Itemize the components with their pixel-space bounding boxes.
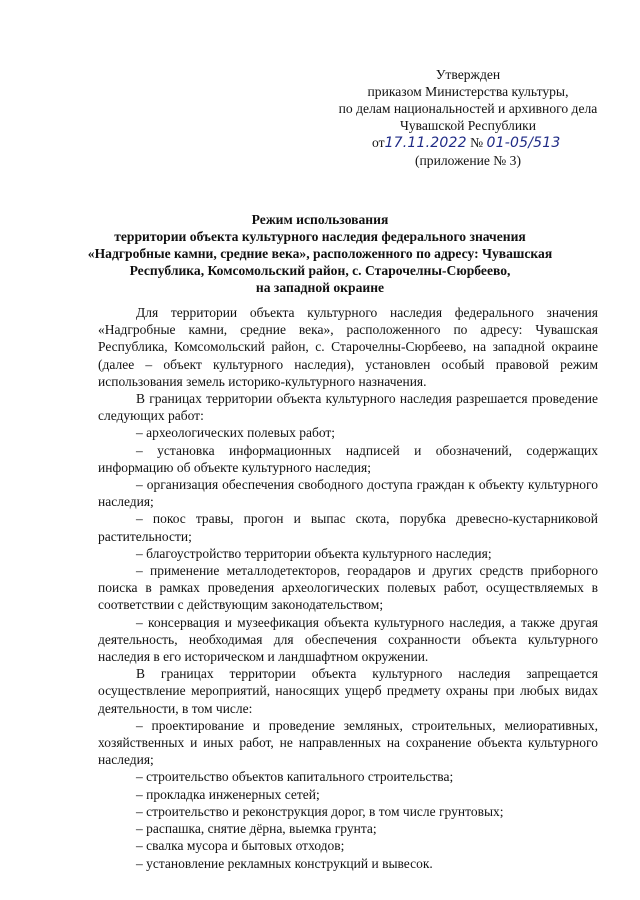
list-item: – строительство и реконструкция дорог, в том числе грунтовых; (136, 803, 504, 819)
list-item: – проектирование и проведение земляных, строительных, мелиоративных, хозяйственных и иных работ, не направленных на сохранение объекта культурного наследия; (98, 717, 598, 768)
document-body (98, 304, 598, 872)
list-item: – распашка, снятие дёрна, выемка грунта; (136, 821, 377, 837)
paragraph: Для территории объекта культурного наследия федерального значения «Надгробные камни, средние века», расположенного по адресу: Чувашская Республика, Комсомольский район, с. Старочелны-Сюрбеево, на западной окраине (далее – объект культурного наследия), установлен особый правовой режим использования земель историко-культурного назначения. (98, 305, 598, 389)
list-item: – покос травы, прогон и выпас скота, порубка древесно-кустарниковой растительности; (98, 511, 598, 544)
from-prefix: от (372, 135, 385, 150)
attachment-note: (приложение № 3) (414, 153, 522, 168)
document-title (40, 211, 600, 296)
handwritten-date: 17.11.2022 (384, 135, 467, 151)
handwritten-number: 01-05/513 (486, 135, 561, 151)
list-item: – установка информационных надписей и обозначений, содержащих информацию об объекте культурного наследия; (98, 442, 598, 475)
approval-line: Утвержден (435, 67, 501, 82)
approval-line: по делам национальностей и архивного дела (338, 101, 598, 116)
approval-line: Чувашской Республики (400, 118, 536, 133)
paragraph: В границах территории объекта культурного наследия запрещается осуществление мероприятий, наносящих ущерб предмету охраны при любых видах деятельности, в том числе: (98, 666, 598, 716)
list-item: – установление рекламных конструкций и вывесок. (136, 855, 433, 871)
title-line: Республика, Комсомольский район, с. Старочелны-Сюрбеево, (129, 263, 511, 278)
title-line: территории объекта культурного наследия федерального значения (114, 229, 526, 244)
title-line: «Надгробные камни, средние века», расположенного по адресу: Чувашская (87, 246, 553, 261)
list-item: – консервация и музеефикация объекта культурного наследия, а также другая деятельность, необходимая для обеспечения сохранности объекта культурного наследия в его историческом и ландшафтном окружении. (98, 614, 598, 665)
title-line: Режим использования (251, 212, 389, 227)
paragraph: В границах территории объекта культурного наследия разрешается проведение следующих работ: (98, 391, 598, 424)
list-item: – благоустройство территории объекта культурного наследия; (136, 545, 492, 561)
list-item: – строительство объектов капитального строительства; (136, 769, 454, 785)
list-item: – применение металлодетекторов, георадаров и других средств приборного поиска в рамках проведения археологических полевых работ, осуществляемых в соответствии с действующим законодательством; (98, 563, 598, 613)
number-sign: № (470, 135, 484, 150)
list-item: – свалка мусора и бытовых отходов; (136, 838, 345, 854)
approval-line: приказом Министерства культуры, (367, 84, 569, 99)
approval-stamp (318, 66, 618, 169)
list-item: – прокладка инженерных сетей; (136, 786, 320, 802)
order-date-number (318, 134, 618, 152)
list-item: – археологических полевых работ; (136, 425, 336, 441)
title-line: на западной окраине (255, 280, 385, 295)
list-item: – организация обеспечения свободного доступа граждан к объекту культурного наследия; (98, 477, 598, 510)
